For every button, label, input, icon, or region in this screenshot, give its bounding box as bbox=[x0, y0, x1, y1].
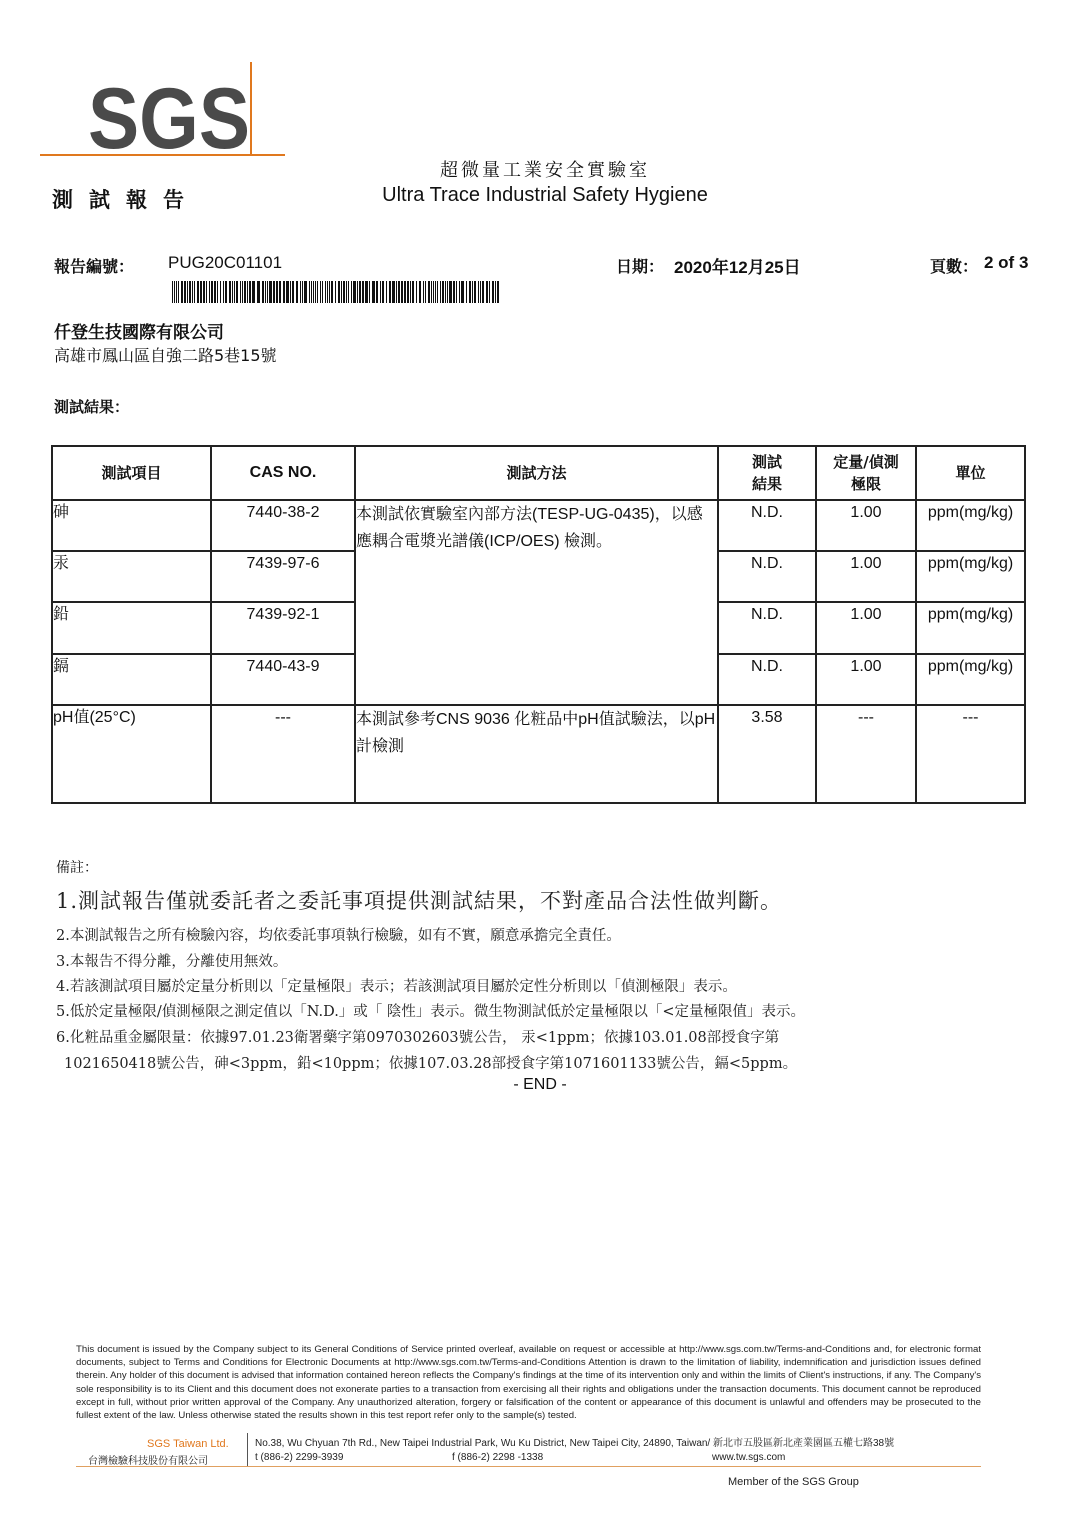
barcode-bar bbox=[292, 281, 294, 303]
barcode-bar bbox=[386, 281, 387, 303]
table-header-row bbox=[52, 446, 1025, 500]
footer-disclaimer: This document is issued by the Company subject to its General Conditions of Service printed overleaf, available on request or accessible at http://www.sgs.com.tw/Terms-and-Conditions and, for electronic format documents, subject to Terms and Conditions for Electronic Documents at http://www.sgs.com.tw/Terms-and-Conditions Attention is drawn to the limitation of liability, indemnification and jurisdiction issues defined therein. Any holder of this document is advised that information contained hereon reflects the Company's findings at the time of its intervention only and within the limits of Client's instructions, if any. The Company's sole responsibility is to its Client and this document does not exonerate parties to a transaction from exercising all their rights and obligations under the transaction documents. This document cannot be reproduced except in full, without prior written approval of the Company. Any unauthorized alteration, forgery or falsification of the content or appearance of this document is unlawful and offenders may be prosecuted to the fullest extent of the law. Unless otherwise stated the results shown in this test report refer only to the sample(s) tested. bbox=[76, 1344, 981, 1422]
row-limit: 1.00 bbox=[816, 500, 916, 551]
barcode-bar bbox=[459, 281, 460, 303]
barcode-bar bbox=[265, 281, 266, 303]
footer-member-line: Member of the SGS Group bbox=[728, 1476, 859, 1488]
barcode-bar bbox=[217, 281, 218, 303]
barcode-bar bbox=[353, 281, 356, 303]
barcode-bar bbox=[223, 281, 224, 303]
row-result: N.D. bbox=[718, 602, 816, 654]
header-limit-line1: 定量/偵測 bbox=[833, 453, 899, 471]
barcode-bar bbox=[331, 281, 333, 303]
header-result-line2: 結果 bbox=[751, 475, 782, 493]
barcode-bar bbox=[348, 281, 349, 303]
pages-label: 頁數： bbox=[930, 257, 979, 276]
barcode-bar bbox=[396, 281, 397, 303]
barcode-bar bbox=[440, 281, 441, 303]
row-limit: --- bbox=[816, 705, 916, 803]
barcode-bar bbox=[257, 281, 260, 303]
row-result: N.D. bbox=[718, 500, 816, 551]
report-title: 測試報告 bbox=[52, 187, 200, 212]
barcode-bar bbox=[472, 281, 473, 303]
barcode-bar bbox=[419, 281, 421, 303]
barcode-bar bbox=[181, 281, 183, 303]
barcode-bar bbox=[322, 281, 323, 303]
barcode-bar bbox=[296, 281, 298, 303]
barcode-bar bbox=[351, 281, 352, 303]
footer-company-zh: 台灣檢驗科技股份有限公司 bbox=[88, 1456, 208, 1467]
report-date: 2020年12月25日 bbox=[674, 258, 801, 277]
barcode-bar bbox=[478, 281, 479, 303]
barcode-bar bbox=[433, 281, 434, 303]
barcode-bar bbox=[309, 281, 310, 303]
row-item: pH值(25°C) bbox=[52, 705, 211, 803]
row-limit: 1.00 bbox=[816, 551, 916, 602]
row-result: N.D. bbox=[718, 551, 816, 602]
row-cas: 7440-43-9 bbox=[211, 654, 355, 705]
barcode-bar bbox=[174, 281, 175, 303]
note-6-line1: 6.化粧品重金屬限量：依據97.01.23衛署藥字第0970302603號公告， 汞<1ppm；依據103.01.08部授食字第 bbox=[56, 1030, 780, 1046]
barcode-bar bbox=[398, 281, 400, 303]
header-result bbox=[718, 446, 816, 500]
barcode-bar bbox=[357, 281, 358, 303]
row-unit: ppm(mg/kg) bbox=[916, 602, 1025, 654]
barcode-bar bbox=[234, 281, 235, 303]
barcode-bar bbox=[311, 281, 312, 303]
barcode-bar bbox=[495, 281, 496, 303]
lab-name-en: Ultra Trace Industrial Safety Hygiene bbox=[382, 184, 708, 206]
barcode-bar bbox=[300, 281, 301, 303]
barcode-bar bbox=[442, 281, 444, 303]
barcode-bar bbox=[474, 281, 476, 303]
barcode-bar bbox=[220, 281, 221, 303]
barcode-bar bbox=[178, 281, 179, 303]
barcode-bar bbox=[392, 281, 395, 303]
barcode-bar bbox=[380, 281, 381, 303]
barcode-bar bbox=[376, 281, 378, 303]
table-row bbox=[52, 500, 1025, 551]
row-result: N.D. bbox=[718, 654, 816, 705]
barcode-bar bbox=[192, 281, 193, 303]
row-limit: 1.00 bbox=[816, 602, 916, 654]
barcode-bar bbox=[492, 281, 494, 303]
barcode-bar bbox=[267, 281, 268, 303]
row-item: 鉛 bbox=[52, 602, 211, 654]
end-marker: - END - bbox=[513, 1076, 567, 1093]
footer-divider bbox=[76, 1466, 981, 1467]
barcode-bar bbox=[404, 281, 406, 303]
note-4: 4.若該測試項目屬於定量分析則以「定量極限」表示；若該測試項目屬於定性分析則以「偵測極限」表示。 bbox=[56, 979, 737, 995]
row-method-metals: 本測試依實驗室內部方法(TESP-UG-0435)，以感應耦合電漿光譜儀(ICP/OES) 檢測。 bbox=[355, 500, 718, 705]
barcode-bar bbox=[359, 281, 361, 303]
barcode-bar bbox=[189, 281, 191, 303]
client-name: 仟登生技國際有限公司 bbox=[54, 323, 224, 343]
header-limit-line2: 極限 bbox=[850, 475, 881, 493]
barcode-bar bbox=[401, 281, 403, 303]
report-no-label: 報告編號： bbox=[54, 257, 135, 276]
barcode-bar bbox=[252, 281, 255, 303]
note-1: 1.測試報告僅就委託者之委託事項提供測試結果，不對產品合法性做判斷。 bbox=[56, 889, 783, 913]
row-item: 汞 bbox=[52, 551, 211, 602]
barcode-bar bbox=[346, 281, 347, 303]
barcode-bar bbox=[480, 281, 481, 303]
barcode-bar bbox=[325, 281, 326, 303]
barcode-bar bbox=[313, 281, 314, 303]
footer-fax: f (886-2) 2298 -1338 bbox=[452, 1452, 544, 1463]
barcode-bar bbox=[242, 281, 243, 303]
barcode-bar bbox=[407, 281, 409, 303]
barcode bbox=[172, 281, 502, 303]
barcode-bar bbox=[466, 281, 467, 303]
barcode-bar bbox=[187, 281, 188, 303]
barcode-bar bbox=[304, 281, 307, 303]
footer-address: No.38, Wu Chyuan 7th Rd., New Taipei Industrial Park, Wu Ku District, New Taipei City, 24890, Taiwan/ 新北市五股區新北產業園區五權七路38號 bbox=[255, 1438, 895, 1449]
header-item: 測試項目 bbox=[52, 446, 211, 500]
barcode-bar bbox=[435, 281, 436, 303]
row-item: 砷 bbox=[52, 500, 211, 551]
barcode-bar bbox=[329, 281, 330, 303]
barcode-bar bbox=[302, 281, 303, 303]
barcode-bar bbox=[184, 281, 186, 303]
sgs-logo bbox=[40, 62, 285, 172]
barcode-bar bbox=[445, 281, 446, 303]
header-limit bbox=[816, 446, 916, 500]
barcode-bar bbox=[372, 281, 375, 303]
lab-name-zh: 超微量工業安全實驗室 bbox=[440, 160, 650, 181]
note-3: 3.本報告不得分離，分離使用無效。 bbox=[56, 954, 288, 970]
barcode-bar bbox=[469, 281, 471, 303]
row-cas: 7439-97-6 bbox=[211, 551, 355, 602]
barcode-bar bbox=[447, 281, 448, 303]
header-unit: 單位 bbox=[916, 446, 1025, 500]
report-no: PUG20C01101 bbox=[168, 253, 283, 272]
row-cas: --- bbox=[211, 705, 355, 803]
row-cas: 7440-38-2 bbox=[211, 500, 355, 551]
row-item: 鎘 bbox=[52, 654, 211, 705]
barcode-bar bbox=[247, 281, 248, 303]
barcode-bar bbox=[209, 281, 210, 303]
barcode-bar bbox=[200, 281, 202, 303]
row-unit: ppm(mg/kg) bbox=[916, 654, 1025, 705]
barcode-bar bbox=[369, 281, 370, 303]
footer-divider-vertical bbox=[247, 1433, 248, 1467]
logo-text: SGS bbox=[88, 71, 250, 167]
barcode-bar bbox=[327, 281, 328, 303]
barcode-bar bbox=[269, 281, 272, 303]
barcode-bar bbox=[362, 281, 364, 303]
sgs-logo-graphic bbox=[40, 62, 285, 172]
barcode-bar bbox=[497, 281, 499, 303]
barcode-bar bbox=[276, 281, 278, 303]
barcode-bar bbox=[279, 281, 281, 303]
barcode-bar bbox=[203, 281, 205, 303]
barcode-bar bbox=[341, 281, 342, 303]
results-label: 測試結果： bbox=[54, 398, 130, 416]
barcode-bar bbox=[389, 281, 391, 303]
barcode-bar bbox=[211, 281, 213, 303]
barcode-bar bbox=[229, 281, 231, 303]
row-method-ph: 本測試參考CNS 9036 化粧品中pH值試驗法，以pH計檢測 bbox=[355, 705, 718, 803]
barcode-bar bbox=[461, 281, 464, 303]
row-limit: 1.00 bbox=[816, 654, 916, 705]
barcode-bar bbox=[456, 281, 457, 303]
barcode-bar bbox=[206, 281, 207, 303]
barcode-bar bbox=[194, 281, 195, 303]
barcode-bar bbox=[172, 281, 173, 303]
barcode-bar bbox=[225, 281, 227, 303]
barcode-bar bbox=[240, 281, 241, 303]
barcode-bar bbox=[437, 281, 438, 303]
note-5: 5.低於定量極限/偵測極限之測定值以「N.D.」或「 陰性」表示。微生物測試低於定量極限以「<定量極限值」表示。 bbox=[56, 1004, 806, 1020]
barcode-bar bbox=[489, 281, 490, 303]
barcode-bar bbox=[320, 281, 321, 303]
footer-phone: t (886-2) 2299-3939 bbox=[255, 1452, 344, 1463]
barcode-bar bbox=[365, 281, 368, 303]
barcode-bar bbox=[176, 281, 177, 303]
barcode-bar bbox=[453, 281, 455, 303]
client-address: 高雄市鳳山區自強二路5巷15號 bbox=[54, 346, 277, 365]
barcode-bar bbox=[431, 281, 432, 303]
barcode-bar bbox=[410, 281, 411, 303]
barcode-bar bbox=[232, 281, 233, 303]
footer-sgs-taiwan: SGS Taiwan Ltd. bbox=[147, 1438, 229, 1450]
note-6-line2: 1021650418號公告，砷<3ppm，鉛<10ppm；依據107.03.28部授食字第1071601133號公告，鎘<5ppm。 bbox=[64, 1056, 798, 1072]
header-result-line1: 測試 bbox=[751, 453, 782, 471]
footer-website: www.tw.sgs.com bbox=[712, 1452, 786, 1463]
barcode-bar bbox=[335, 281, 336, 303]
barcode-bar bbox=[262, 281, 264, 303]
barcode-bar bbox=[197, 281, 199, 303]
barcode-bar bbox=[423, 281, 424, 303]
barcode-bar bbox=[286, 281, 289, 303]
row-result: 3.58 bbox=[718, 705, 816, 803]
header-cas: CAS NO. bbox=[211, 446, 355, 500]
barcode-bar bbox=[428, 281, 430, 303]
barcode-bar bbox=[425, 281, 426, 303]
page-count: 2 of 3 bbox=[984, 253, 1029, 272]
row-unit: ppm(mg/kg) bbox=[916, 551, 1025, 602]
row-unit: --- bbox=[916, 705, 1025, 803]
barcode-bar bbox=[290, 281, 291, 303]
barcode-bar bbox=[236, 281, 238, 303]
barcode-bar bbox=[244, 281, 246, 303]
date-label: 日期： bbox=[616, 257, 665, 276]
barcode-bar bbox=[382, 281, 384, 303]
barcode-bar bbox=[343, 281, 345, 303]
barcode-bar bbox=[315, 281, 316, 303]
barcode-bar bbox=[449, 281, 452, 303]
barcode-bar bbox=[416, 281, 417, 303]
row-cas: 7439-92-1 bbox=[211, 602, 355, 654]
barcode-bar bbox=[214, 281, 216, 303]
table-row bbox=[52, 705, 1025, 803]
notes-title: 備註： bbox=[56, 860, 98, 876]
results-table bbox=[51, 445, 1026, 804]
barcode-bar bbox=[283, 281, 285, 303]
barcode-bar bbox=[249, 281, 251, 303]
header-method: 測試方法 bbox=[355, 446, 718, 500]
barcode-bar bbox=[317, 281, 318, 303]
note-2: 2.本測試報告之所有檢驗內容，均依委託事項執行檢驗，如有不實，願意承擔完全責任。 bbox=[56, 928, 621, 944]
barcode-bar bbox=[486, 281, 488, 303]
row-unit: ppm(mg/kg) bbox=[916, 500, 1025, 551]
barcode-bar bbox=[338, 281, 340, 303]
barcode-bar bbox=[273, 281, 275, 303]
barcode-bar bbox=[412, 281, 414, 303]
barcode-bar bbox=[482, 281, 484, 303]
